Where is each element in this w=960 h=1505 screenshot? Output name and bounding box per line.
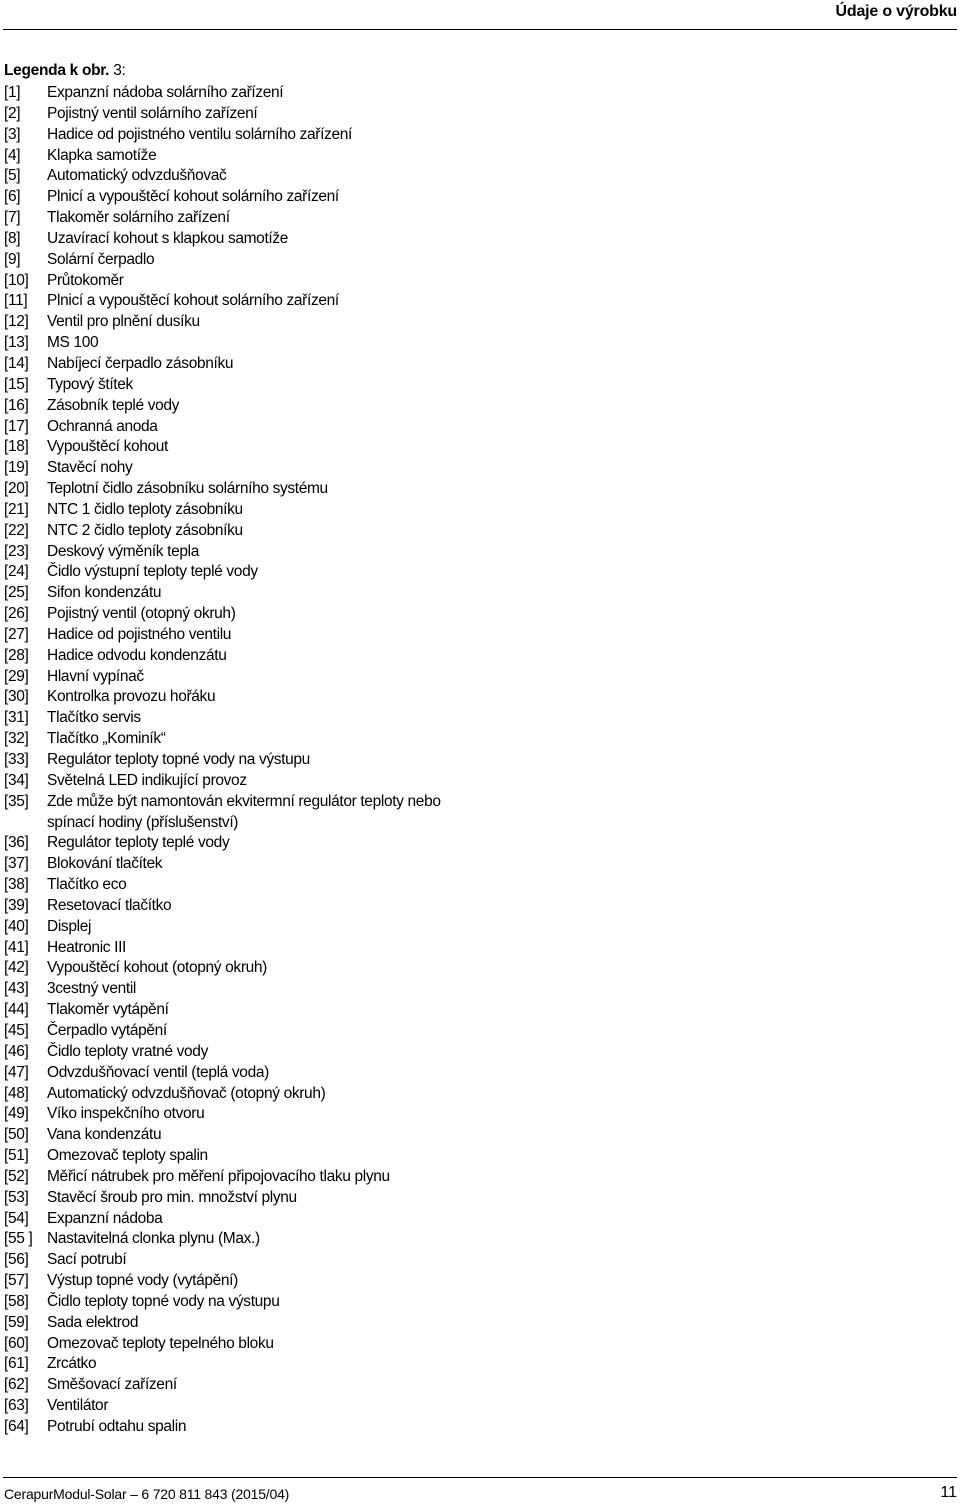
legend-item-number: [11] bbox=[4, 292, 28, 310]
legend-item-number: [21] bbox=[4, 500, 29, 518]
legend-item bbox=[4, 229, 467, 250]
legend-item bbox=[4, 583, 467, 604]
legend-item-text: Pojistný ventil solárního zařízení bbox=[47, 104, 258, 122]
legend-item-text: Resetovací tlačítko bbox=[47, 896, 172, 914]
legend-item-text: Směšovací zařízení bbox=[47, 1376, 177, 1394]
legend-item-text: Ochranná anoda bbox=[47, 417, 158, 435]
legend-item-number: [47] bbox=[4, 1063, 29, 1081]
legend-item-number: [22] bbox=[4, 521, 29, 539]
legend-item-number: [35] bbox=[4, 792, 29, 810]
legend-item-text: Výstup topné vody (vytápění) bbox=[47, 1272, 238, 1290]
legend-item-number: [34] bbox=[4, 771, 29, 789]
legend-item-number: [31] bbox=[4, 709, 29, 727]
legend-item-text: Omezovač teploty spalin bbox=[47, 1147, 208, 1165]
legend-item bbox=[4, 1334, 467, 1355]
header-divider bbox=[3, 29, 957, 30]
legend-item bbox=[4, 646, 467, 667]
legend-item bbox=[4, 667, 467, 688]
legend-item-number: [20] bbox=[4, 480, 29, 498]
legend-heading bbox=[4, 62, 126, 80]
legend-item bbox=[4, 104, 467, 125]
legend-item-text: Víko inspekčního otvoru bbox=[47, 1105, 205, 1123]
legend-item-text: Blokování tlačítek bbox=[47, 855, 163, 873]
legend-item-text: Ventil pro plnění dusíku bbox=[47, 313, 200, 331]
legend-item bbox=[4, 417, 467, 438]
legend-item-text: Stavěcí nohy bbox=[47, 459, 133, 477]
legend-item-number: [19] bbox=[4, 459, 29, 477]
legend-item bbox=[4, 1313, 467, 1334]
legend-item-text: Čidlo teploty vratné vody bbox=[47, 1042, 208, 1060]
legend-item-text: MS 100 bbox=[47, 334, 99, 352]
legend-item bbox=[4, 375, 467, 396]
legend-item bbox=[4, 1042, 467, 1063]
legend-item bbox=[4, 1000, 467, 1021]
legend-item-number: [33] bbox=[4, 751, 29, 768]
legend-item-text: Hadice odvodu kondenzátu bbox=[47, 646, 227, 664]
legend-item bbox=[4, 458, 467, 479]
legend-item bbox=[4, 1021, 467, 1042]
legend-item bbox=[4, 187, 467, 208]
legend-item-number: [2] bbox=[4, 104, 21, 122]
legend-item bbox=[4, 312, 467, 333]
legend-item bbox=[4, 750, 467, 771]
legend-item bbox=[4, 1084, 467, 1105]
legend-item-text: Deskový výměník tepla bbox=[47, 542, 200, 560]
legend-item-text: Uzavírací kohout s klapkou samotíže bbox=[47, 229, 289, 247]
legend-item bbox=[4, 938, 467, 959]
legend-item bbox=[4, 1417, 467, 1438]
legend-item bbox=[4, 1104, 467, 1125]
legend-item-text: Regulátor teploty topné vody na výstupu bbox=[47, 751, 310, 768]
legend-item bbox=[4, 542, 467, 563]
legend-item bbox=[4, 896, 467, 917]
legend-item-text: Sifon kondenzátu bbox=[47, 584, 162, 602]
legend-item bbox=[4, 1188, 467, 1209]
legend-item bbox=[4, 396, 467, 417]
legend-item-text: Zde může být namontován ekvitermní regulátor teploty nebo spínací hodiny (příslušenství) bbox=[47, 792, 441, 831]
legend-item-number: [30] bbox=[4, 688, 29, 706]
legend-item-number: [53] bbox=[4, 1188, 29, 1206]
legend-item bbox=[4, 729, 467, 750]
legend-item-number: [29] bbox=[4, 667, 29, 685]
legend-item-text: Tlačítko „Kominík“ bbox=[47, 730, 166, 748]
legend-item bbox=[4, 854, 467, 875]
legend-item bbox=[4, 1292, 467, 1313]
legend-item-text: Nabíjecí čerpadlo zásobníku bbox=[47, 354, 234, 372]
legend-item-text: Zásobník teplé vody bbox=[47, 396, 180, 414]
legend-item-number: [38] bbox=[4, 876, 29, 894]
legend-item bbox=[4, 771, 467, 792]
legend-item-text: Regulátor teploty teplé vody bbox=[47, 834, 230, 852]
legend-item-text: Hadice od pojistného ventilu bbox=[47, 625, 232, 643]
legend-item-text: Automatický odvzdušňovač bbox=[47, 167, 227, 185]
legend-item-text: Vypouštěcí kohout (otopný okruh) bbox=[47, 959, 267, 977]
legend-item-text: Nastavitelná clonka plynu (Max.) bbox=[47, 1230, 260, 1248]
legend-item-number: [46] bbox=[4, 1042, 29, 1060]
legend-item-number: [18] bbox=[4, 438, 29, 456]
legend-item-number: [37] bbox=[4, 855, 29, 873]
legend-item-number: [3] bbox=[4, 125, 21, 143]
legend-item-text: Potrubí odtahu spalin bbox=[47, 1418, 187, 1435]
legend-item bbox=[4, 833, 467, 854]
legend-item-number: [16] bbox=[4, 396, 29, 414]
legend-item-text: Čidlo výstupní teploty teplé vody bbox=[47, 563, 258, 581]
legend-item-number: [6] bbox=[4, 188, 21, 206]
legend-item-number: [4] bbox=[4, 146, 21, 164]
legend-item bbox=[4, 562, 467, 583]
legend-item-number: [26] bbox=[4, 605, 29, 623]
legend-item-text: Sací potrubí bbox=[47, 1251, 127, 1269]
legend-item bbox=[4, 125, 467, 146]
legend-item-text: Ventilátor bbox=[47, 1397, 109, 1415]
legend-item-number: [9] bbox=[4, 250, 21, 268]
legend-item-text: Displej bbox=[47, 917, 92, 935]
legend-item bbox=[4, 146, 467, 167]
legend-item bbox=[4, 1271, 467, 1292]
legend-item bbox=[4, 1063, 467, 1084]
legend-item-number: [59] bbox=[4, 1313, 29, 1331]
legend-item-text: NTC 1 čidlo teploty zásobníku bbox=[47, 500, 243, 518]
legend-item-text: Plnicí a vypouštěcí kohout solárního zařízení bbox=[47, 188, 339, 206]
legend-item bbox=[4, 1167, 467, 1188]
legend-item-number: [54] bbox=[4, 1209, 29, 1227]
legend-item-text: Čidlo teploty topné vody na výstupu bbox=[47, 1292, 280, 1310]
legend-item-number: [8] bbox=[4, 229, 21, 247]
document-reference: CerapurModul-Solar – 6 720 811 843 (2015/04) bbox=[4, 1486, 290, 1502]
legend-item bbox=[4, 625, 467, 646]
legend-item bbox=[4, 875, 467, 896]
legend-item-text: Heatronic III bbox=[47, 938, 127, 956]
footer-divider bbox=[3, 1477, 957, 1478]
legend-item-number: [17] bbox=[4, 417, 29, 435]
legend-item bbox=[4, 958, 467, 979]
legend-item-number: [58] bbox=[4, 1292, 29, 1310]
legend-item-number: [25] bbox=[4, 584, 29, 602]
legend-item-text: NTC 2 čidlo teploty zásobníku bbox=[47, 521, 243, 539]
legend-item-number: [44] bbox=[4, 1001, 29, 1019]
legend-item-number: [49] bbox=[4, 1105, 29, 1123]
legend-item-number: [42] bbox=[4, 959, 29, 977]
legend-item bbox=[4, 479, 467, 500]
legend-item-number: [39] bbox=[4, 896, 29, 914]
legend-item-number: [24] bbox=[4, 563, 29, 581]
legend-item-number: [57] bbox=[4, 1272, 29, 1290]
legend-item-number: [15] bbox=[4, 375, 29, 393]
legend-item bbox=[4, 354, 467, 375]
legend-item-text: Automatický odvzdušňovač (otopný okruh) bbox=[47, 1084, 326, 1102]
legend-item bbox=[4, 979, 467, 1000]
legend-item-text: Tlačítko eco bbox=[47, 876, 127, 894]
legend-item bbox=[4, 271, 467, 292]
legend-item-text: Pojistný ventil (otopný okruh) bbox=[47, 605, 236, 623]
legend-item-text: Sada elektrod bbox=[47, 1313, 139, 1331]
legend-item bbox=[4, 1396, 467, 1417]
legend-item bbox=[4, 1375, 467, 1396]
legend-item-number: [41] bbox=[4, 938, 29, 956]
legend-item-text: Tlačítko servis bbox=[47, 709, 141, 727]
legend-item-text: Vypouštěcí kohout bbox=[47, 438, 169, 456]
legend-item-text: Tlakoměr solárního zařízení bbox=[47, 209, 230, 227]
legend-item bbox=[4, 1209, 467, 1230]
legend-item-text: Klapka samotíže bbox=[47, 146, 157, 164]
legend-item-number: [40] bbox=[4, 917, 29, 935]
legend-item-text: Světelná LED indikující provoz bbox=[47, 771, 247, 789]
legend-item bbox=[4, 604, 467, 625]
legend-item-number: [10] bbox=[4, 271, 29, 289]
legend-item-text: Odvzdušňovací ventil (teplá voda) bbox=[47, 1063, 269, 1081]
legend-item-text: Stavěcí šroub pro min. množství plynu bbox=[47, 1188, 297, 1206]
legend-item bbox=[4, 166, 467, 187]
legend-item bbox=[4, 83, 467, 104]
legend-item-number: [52] bbox=[4, 1167, 29, 1185]
legend-item-number: [64] bbox=[4, 1418, 29, 1435]
legend-item-number: [62] bbox=[4, 1376, 29, 1394]
legend-item-number: [27] bbox=[4, 625, 29, 643]
legend-item-text: Tlakoměr vytápění bbox=[47, 1001, 169, 1019]
legend-item-text: Měřicí nátrubek pro měření připojovacího tlaku plynu bbox=[47, 1167, 390, 1185]
legend-item bbox=[4, 687, 467, 708]
legend-item-number: [43] bbox=[4, 980, 29, 998]
legend-item-number: [23] bbox=[4, 542, 29, 560]
legend-item-number: [1] bbox=[4, 84, 21, 101]
legend-item bbox=[4, 521, 467, 542]
legend-item bbox=[4, 1125, 467, 1146]
legend-item-number: [56] bbox=[4, 1251, 29, 1269]
legend-item-number: [5] bbox=[4, 167, 21, 185]
legend-item-text: Solární čerpadlo bbox=[47, 250, 155, 268]
legend-item-text: 3cestný ventil bbox=[47, 980, 137, 998]
legend-item-number: [28] bbox=[4, 646, 29, 664]
legend-item-number: [51] bbox=[4, 1147, 29, 1165]
legend-item-text: Vana kondenzátu bbox=[47, 1126, 162, 1144]
legend-item-number: [13] bbox=[4, 334, 29, 352]
legend-item-text: Zrcátko bbox=[47, 1355, 97, 1373]
legend-list bbox=[4, 83, 467, 1438]
legend-item-text: Plnicí a vypouštěcí kohout solárního zařízení bbox=[47, 292, 339, 310]
legend-item-number: [36] bbox=[4, 834, 29, 852]
legend-item-text: Čerpadlo vytápění bbox=[47, 1021, 167, 1039]
legend-item bbox=[4, 1354, 467, 1375]
legend-item-text: Teplotní čidlo zásobníku solárního systému bbox=[47, 480, 328, 498]
legend-item-number: [60] bbox=[4, 1334, 29, 1352]
legend-item bbox=[4, 333, 467, 354]
legend-heading-figure: 3: bbox=[109, 62, 126, 79]
legend-item bbox=[4, 792, 467, 834]
legend-item bbox=[4, 917, 467, 938]
legend-item-text: Hlavní vypínač bbox=[47, 667, 144, 685]
legend-item-number: [48] bbox=[4, 1084, 29, 1102]
legend-item bbox=[4, 1229, 467, 1250]
legend-item-number: [32] bbox=[4, 730, 29, 748]
legend-item-text: Hadice od pojistného ventilu solárního zařízení bbox=[47, 125, 352, 143]
legend-item bbox=[4, 1250, 467, 1271]
legend-item-text: Typový štítek bbox=[47, 375, 133, 393]
legend-item-text: Průtokoměr bbox=[47, 271, 124, 289]
legend-item-number: [12] bbox=[4, 313, 29, 331]
legend-item-number: [50] bbox=[4, 1126, 29, 1144]
legend-item-text: Expanzní nádoba solárního zařízení bbox=[47, 84, 284, 101]
legend-item-text: Kontrolka provozu hořáku bbox=[47, 688, 216, 706]
legend-heading-label: Legenda k obr. bbox=[4, 62, 110, 79]
legend-item bbox=[4, 291, 467, 312]
section-title: Údaje o výrobku bbox=[835, 3, 957, 20]
legend-item bbox=[4, 708, 467, 729]
legend-item-number: [7] bbox=[4, 209, 21, 227]
legend-item-number: [61] bbox=[4, 1355, 29, 1373]
legend-item-number: [45] bbox=[4, 1021, 29, 1039]
legend-item-number: [55 ] bbox=[4, 1230, 33, 1248]
legend-item-number: [63] bbox=[4, 1397, 29, 1415]
legend-item bbox=[4, 1146, 467, 1167]
page-number: 11 bbox=[940, 1484, 957, 1501]
legend-item bbox=[4, 250, 467, 271]
legend-item bbox=[4, 208, 467, 229]
legend-item-text: Omezovač teploty tepelného bloku bbox=[47, 1334, 274, 1352]
legend-item-text: Expanzní nádoba bbox=[47, 1209, 163, 1227]
legend-item bbox=[4, 500, 467, 521]
legend-item bbox=[4, 437, 467, 458]
legend-item-number: [14] bbox=[4, 354, 29, 372]
